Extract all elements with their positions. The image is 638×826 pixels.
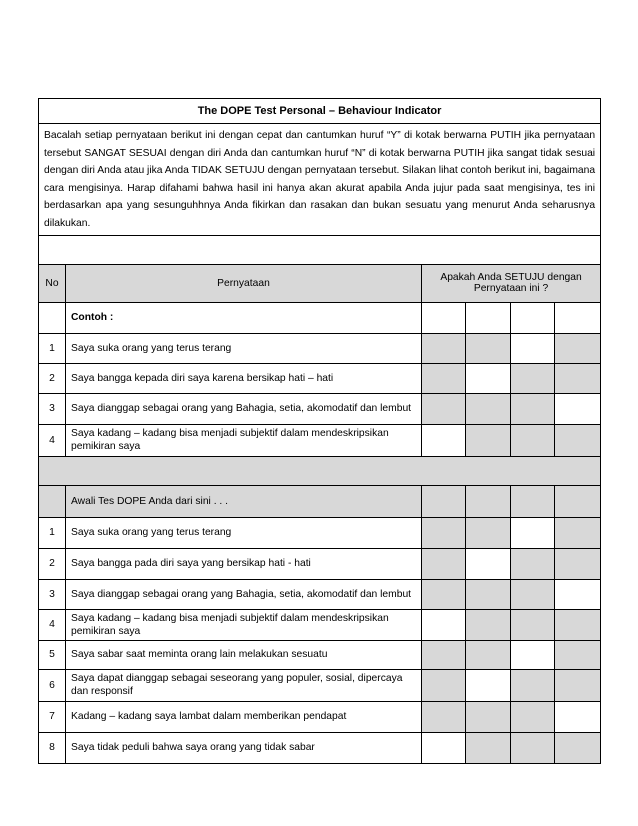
answer-box-gray — [555, 640, 601, 669]
test-label: Awali Tes DOPE Anda dari sini . . . — [66, 485, 422, 517]
row-number: 4 — [39, 609, 66, 640]
instructions: Bacalah setiap pernyataan berikut ini dengan cepat dan cantumkan huruf “Y” di kotak berwarna PUTIH jika pernyataan tersebut SANGAT SESUAI dengan diri Anda dan cantumkan huruf “N” di kotak berwarna PUTIH jika sangat tidak sesuai dengan diri Anda atau jika Anda TIDAK SETUJU dengan pernyataan tersebut. Silakan lihat contoh berikut ini, bagaimana cara mengisinya. Harap difahami bahwa hasil ini hanya akan akurat apabila Anda jujur pada saat mengisinya, tes ini berdasarkan apa yang sesunguhhnya Anda fikirkan dan rasakan dan bukan sesuatu yang menurut Anda seharusnya dilakukan. — [39, 124, 601, 236]
answer-box-gray — [511, 363, 555, 393]
answer-box-gray — [555, 363, 601, 393]
answer-box[interactable] — [555, 302, 601, 333]
answer-box-gray — [511, 609, 555, 640]
answer-box-gray — [555, 669, 601, 701]
answer-box-gray — [466, 579, 511, 609]
answer-box-gray — [511, 732, 555, 763]
answer-box[interactable] — [422, 424, 466, 456]
statement-text: Saya suka orang yang terus terang — [66, 517, 422, 548]
answer-box[interactable] — [511, 333, 555, 363]
answer-box-gray — [511, 579, 555, 609]
statement-text: Saya bangga kepada diri saya karena bersikap hati – hati — [66, 363, 422, 393]
answer-box[interactable] — [511, 302, 555, 333]
row-number: 3 — [39, 579, 66, 609]
test-row — [39, 609, 601, 640]
answer-box-gray — [422, 363, 466, 393]
answer-box-gray — [555, 333, 601, 363]
test-label-row — [39, 485, 601, 517]
answer-box-gray — [466, 701, 511, 732]
answer-box-gray — [466, 393, 511, 424]
answer-box[interactable] — [422, 609, 466, 640]
example-label-row — [39, 302, 601, 333]
answer-box-gray — [466, 424, 511, 456]
header-row — [39, 264, 601, 302]
answer-box-gray — [466, 517, 511, 548]
answer-box[interactable] — [466, 363, 511, 393]
answer-box-gray — [422, 701, 466, 732]
answer-box-gray — [511, 424, 555, 456]
row-number: 7 — [39, 701, 66, 732]
dope-test-form — [38, 98, 601, 764]
answer-box-gray — [555, 609, 601, 640]
answer-box[interactable] — [555, 579, 601, 609]
answer-box[interactable] — [466, 302, 511, 333]
example-row — [39, 424, 601, 456]
answer-box-gray — [422, 333, 466, 363]
statement-text: Saya tidak peduli bahwa saya orang yang tidak sabar — [66, 732, 422, 763]
answer-box-gray — [422, 517, 466, 548]
test-row — [39, 640, 601, 669]
answer-box-gray — [511, 701, 555, 732]
answer-box-gray — [422, 640, 466, 669]
answer-box-gray — [555, 548, 601, 579]
row-number: 8 — [39, 732, 66, 763]
row-number: 1 — [39, 333, 66, 363]
statement-text: Saya suka orang yang terus terang — [66, 333, 422, 363]
answer-box-gray — [466, 609, 511, 640]
row-number: 2 — [39, 363, 66, 393]
example-row — [39, 333, 601, 363]
row-number: 6 — [39, 669, 66, 701]
answer-box-gray — [422, 548, 466, 579]
test-row — [39, 701, 601, 732]
statement-text: Saya dapat dianggap sebagai seseorang yang populer, sosial, dipercaya dan responsif — [66, 669, 422, 701]
header-statement: Pernyataan — [66, 264, 422, 302]
answer-box[interactable] — [555, 701, 601, 732]
header-no: No — [39, 264, 66, 302]
answer-box-gray — [511, 669, 555, 701]
test-row — [39, 548, 601, 579]
answer-box[interactable] — [511, 517, 555, 548]
row-number: 5 — [39, 640, 66, 669]
answer-box-gray — [555, 424, 601, 456]
answer-box[interactable] — [466, 548, 511, 579]
statement-text: Kadang – kadang saya lambat dalam memberikan pendapat — [66, 701, 422, 732]
answer-box-gray — [555, 732, 601, 763]
answer-box-gray — [466, 640, 511, 669]
answer-box[interactable] — [511, 640, 555, 669]
statement-text: Saya dianggap sebagai orang yang Bahagia, setia, akomodatif dan lembut — [66, 579, 422, 609]
answer-box-gray — [511, 548, 555, 579]
example-label: Contoh : — [66, 302, 422, 333]
blank-row — [39, 235, 601, 264]
answer-box[interactable] — [422, 302, 466, 333]
test-row — [39, 732, 601, 763]
answer-box-gray — [422, 393, 466, 424]
test-row — [39, 517, 601, 548]
row-number: 3 — [39, 393, 66, 424]
section-divider — [39, 456, 601, 485]
answer-box-gray — [555, 517, 601, 548]
statement-text: Saya bangga pada diri saya yang bersikap hati - hati — [66, 548, 422, 579]
statement-text: Saya sabar saat meminta orang lain melakukan sesuatu — [66, 640, 422, 669]
answer-box[interactable] — [466, 669, 511, 701]
answer-box[interactable] — [555, 393, 601, 424]
statement-text: Saya kadang – kadang bisa menjadi subjektif dalam mendeskripsikan pemikiran saya — [66, 609, 422, 640]
row-number: 2 — [39, 548, 66, 579]
header-question: Apakah Anda SETUJU dengan Pernyataan ini ? — [422, 264, 601, 302]
answer-box-gray — [466, 333, 511, 363]
answer-box-gray — [422, 669, 466, 701]
answer-box[interactable] — [422, 732, 466, 763]
form-title: The DOPE Test Personal – Behaviour Indicator — [39, 99, 601, 124]
test-row — [39, 669, 601, 701]
answer-box-gray — [422, 579, 466, 609]
row-number: 4 — [39, 424, 66, 456]
example-row — [39, 363, 601, 393]
test-row — [39, 579, 601, 609]
statement-text: Saya dianggap sebagai orang yang Bahagia, setia, akomodatif dan lembut — [66, 393, 422, 424]
answer-box-gray — [466, 732, 511, 763]
answer-box-gray — [511, 393, 555, 424]
statement-text: Saya kadang – kadang bisa menjadi subjektif dalam mendeskripsikan pemikiran saya — [66, 424, 422, 456]
row-number: 1 — [39, 517, 66, 548]
example-row — [39, 393, 601, 424]
